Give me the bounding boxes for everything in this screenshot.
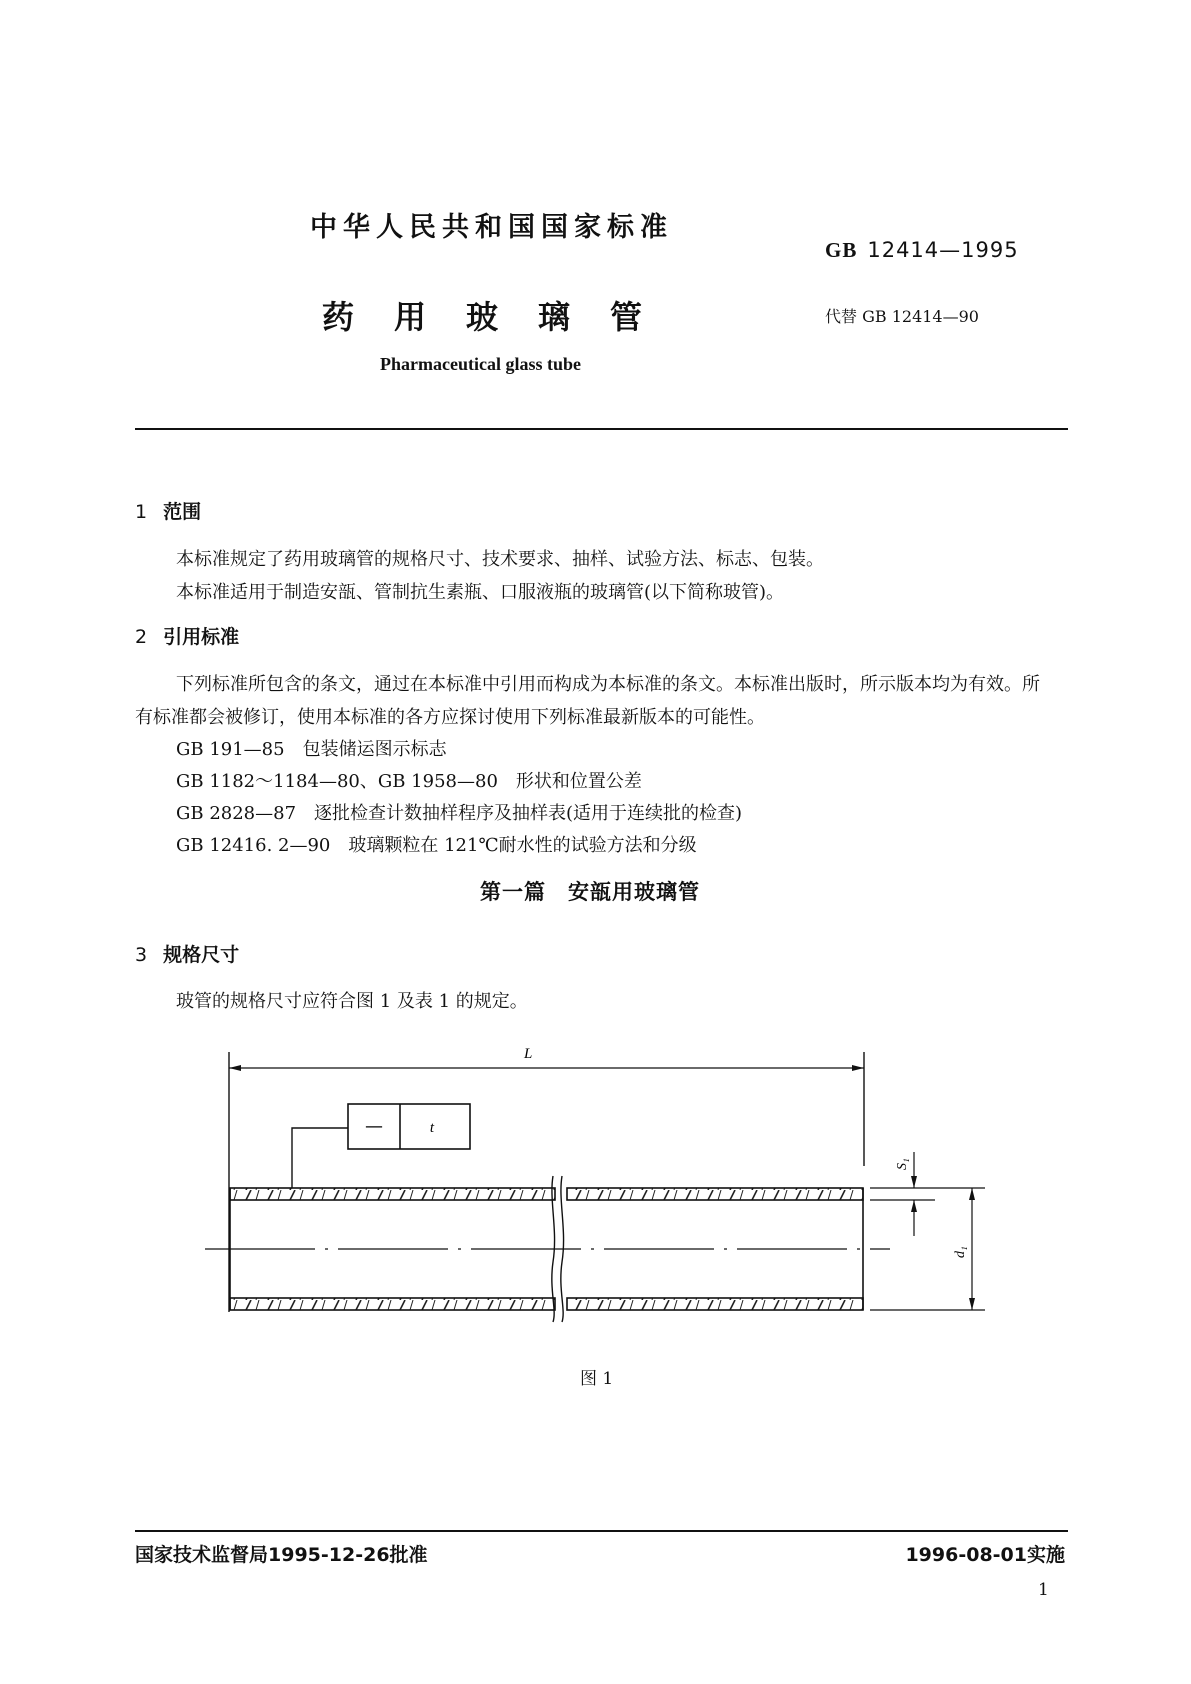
standard-title: 中华人民共和国国家标准 [310,212,673,243]
length-arrow-right [852,1065,864,1071]
gb-prefix: GB [825,238,858,262]
section-1-paragraph-1: 本标准规定了药用玻璃管的规格尺寸、技术要求、抽样、试验方法、标志、包装。 [176,549,824,570]
section-2-number: 2 [135,626,148,648]
page-number: 1 [1038,1580,1049,1600]
tolerance-leader [292,1128,348,1188]
section-3-paragraph: 玻管的规格尺寸应符合图 1 及表 1 的规定。 [176,991,528,1012]
english-title: Pharmaceutical glass tube [380,354,581,374]
wall-thickness-label: S₁ [895,1158,910,1170]
section-2-intro: 下列标准所包含的条文，通过在本标准中引用而构成为本标准的条文。本标准出版时，所示版本均为有效。所有标准都会被修订，使用本标准的各方应探讨使用下列标准最新版本的可能性。 [135,674,1040,728]
figure-caption: 图 1 [580,1369,614,1389]
straightness-symbol: — [365,1116,383,1137]
reference-1: GB 191—85 包装储运图示标志 [176,739,447,760]
section-1-number: 1 [135,501,148,523]
reference-2: GB 1182～1184—80、GB 1958—80 形状和位置公差 [176,771,642,792]
wall-arrow-top [911,1176,917,1188]
approval-note: 国家技术监督局1995-12-26批准 [135,1544,428,1566]
tube-wall-bottom-left [230,1298,555,1310]
reference-3: GB 2828—87 逐批检查计数抽样程序及抽样表(适用于连续批的检查) [176,803,743,824]
tube-wall-top-right [567,1188,863,1200]
section-1-title: 范围 [163,501,202,523]
length-arrow-left [229,1065,241,1071]
section-1-paragraph-2: 本标准适用于制造安瓿、管制抗生素瓶、口服液瓶的玻璃管(以下简称玻管)。 [176,582,785,603]
length-label: L [524,1046,533,1062]
replaces-note: 代替 GB 12414—90 [825,307,979,326]
gb-number: 12414—1995 [867,238,1019,262]
section-2-title: 引用标准 [163,626,240,648]
part-title: 第一篇 安瓿用玻璃管 [480,880,700,904]
implementation-note: 1996-08-01实施 [905,1544,1065,1566]
wall-arrow-bottom [911,1200,917,1212]
diameter-arrow-bottom [969,1298,975,1310]
section-3-title: 规格尺寸 [163,944,240,966]
main-title: 药用玻璃管 [322,298,683,336]
section-3-number: 3 [135,944,148,966]
diameter-label: d₁ [953,1246,968,1258]
footer-divider [135,1530,1068,1532]
tolerance-value: t [429,1120,435,1136]
reference-4: GB 12416. 2—90 玻璃颗粒在 121℃耐水性的试验方法和分级 [176,835,697,856]
diameter-arrow-top [969,1188,975,1200]
tube-wall-top-left [230,1188,555,1200]
tube-wall-bottom-right [567,1298,863,1310]
